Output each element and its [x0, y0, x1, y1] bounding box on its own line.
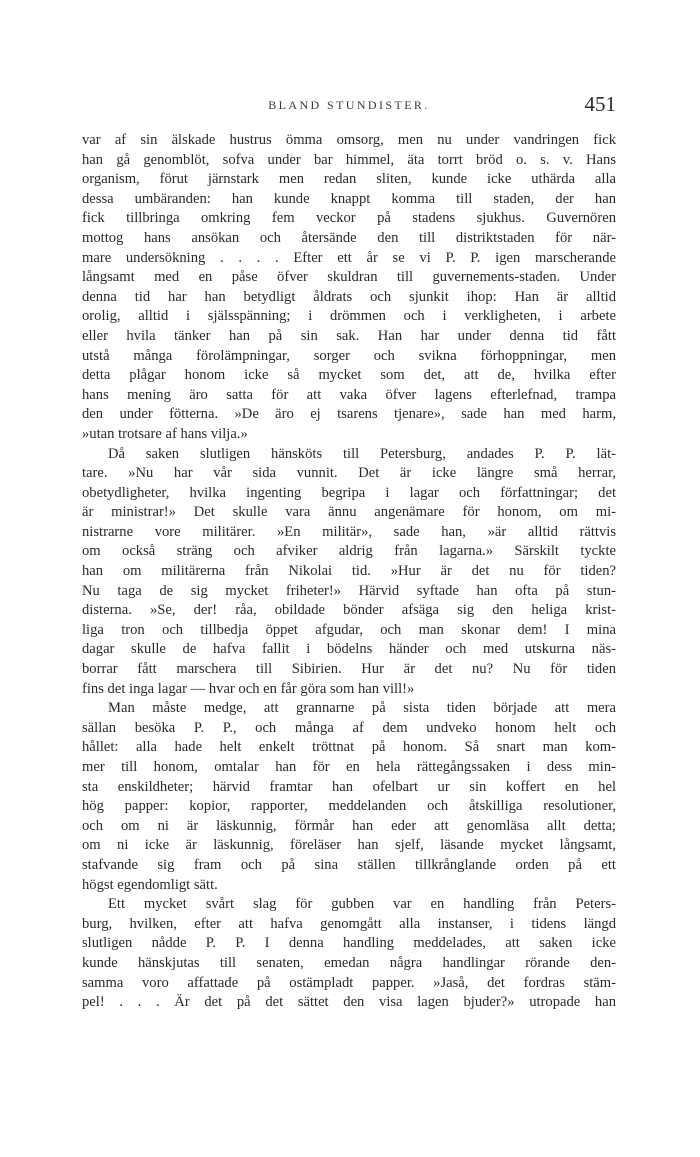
text-line: obetydligheter, hvilka ingenting begripa i lagar och författningar; det — [82, 484, 616, 501]
text-line: liga tron och tillbedja öppet afgudar, och man skonar dem! I mina — [82, 621, 616, 638]
text-line: Då saken slutligen hänsköts till Petersburg, andades P. P. lät- — [108, 445, 616, 462]
text-line: »utan trotsare af hans vilja.» — [82, 425, 248, 442]
text-line: var af sin älskade hustrus ömma omsorg, men nu under vandringen fick — [82, 132, 616, 148]
text-line: burg, hvilken, efter att hafva genomgått alla instanser, i tidens längd — [82, 915, 616, 932]
text-line: pel! . . . Är det på det sättet den visa lagen bjuder?» utropade han — [82, 994, 616, 1011]
text-line: disterna. »Se, der! råa, obildade bönder afsäga sig den heliga krist- — [82, 602, 616, 619]
text-line: eller hvila tänker han på sin sak. Han har under denna tid fått — [82, 327, 616, 344]
text-line: mare undersökning . . . . Efter ett år se vi P. P. igen marscherande — [82, 249, 616, 266]
text-line: och om ni är läskunnig, förmår han eder att genomläsa allt detta; — [82, 817, 616, 834]
text-line: han gå genomblöt, sofva under bar himmel, äta torrt bröd o. s. v. Hans — [82, 151, 616, 168]
text-line: borrar fått marschera till Sibirien. Hur är det nu? Nu för tiden — [82, 661, 616, 678]
text-line: högst egendomligt sätt. — [82, 876, 218, 893]
text-line: Ett mycket svårt slag för gubben var en handling från Peters- — [108, 896, 616, 913]
page-number: 451 — [584, 92, 616, 116]
running-title: BLAND STUNDISTER. — [268, 98, 430, 112]
text-line: hans mening äro satta för att vaka öfver lagens efterlefnad, trampa — [82, 386, 616, 403]
text-line: är ministrar!» Det skulle vara ännu angenämare för honom, om mi- — [82, 504, 616, 521]
paragraph-4 — [82, 895, 616, 1013]
text-line: hög papper: kopior, rapporter, meddelanden och åtskilliga resolutioner, — [82, 798, 616, 815]
text-line: stafvande sig fram och på sina ställen tillkrånglande orden på ett — [82, 856, 616, 873]
text-line: sällan besöka P. P., och många af dem undveko honom helt och — [82, 719, 616, 736]
text-line: samma voro affattade på ostämpladt papper. »Jaså, det fordras stäm- — [82, 974, 616, 991]
text-line: dessa umbäranden: han kunde knappt komma till staden, der han — [82, 190, 616, 207]
text-line: mer till honom, omtalar han för en hela rättegångssaken i dess min- — [82, 759, 616, 775]
paragraph-1 — [82, 131, 616, 445]
text-line: om också sträng och afviker aldrig från lagarna.» Särskilt tyckte — [82, 543, 616, 560]
text-line: fick tillbringa omkring fem veckor på stadens sjukhus. Guvernören — [82, 210, 616, 227]
text-line: om ni icke är läskunnig, föreläser han sjelf, läsande mycket långsamt, — [82, 837, 616, 854]
text-line: organism, förut järnstark men redan sliten, kunde icke uthärda alla — [82, 171, 616, 188]
paragraph-2 — [82, 445, 616, 700]
text-line: mottog hans ansökan och återsände den till distriktstaden för när- — [82, 229, 616, 246]
text-line: hållet: alla hade helt enkelt tröttnat på honom. Så snart man kom- — [82, 739, 616, 756]
page-header — [82, 94, 616, 122]
text-line: den under fötterna. »De äro ej tsarens tjenare», sade han med harm, — [82, 406, 616, 423]
text-line: fins det inga lagar — hvar och en får göra som han vill!» — [82, 680, 415, 697]
text-line: dagar skulle de hafva fallit i bödelns händer och med utskurna näs- — [82, 641, 616, 658]
text-line: utstå många förolämpningar, sorger och svikna förhoppningar, men — [82, 347, 616, 364]
text-line: detta plågar honom icke så mycket som det, att de, hvilka efter — [82, 367, 616, 384]
body-text — [82, 131, 616, 1013]
text-line: slutligen nådde P. P. I denna handling meddelades, att saken icke — [82, 935, 616, 952]
text-line: Man måste medge, att grannarne på sista tiden började att mera — [108, 700, 616, 717]
text-line: Nu taga de sig mycket friheter!» Härvid syftade han ofta på stun- — [82, 582, 616, 599]
text-line: denna tid har han betydligt åldrats och sjunkit ihop: Han är alltid — [82, 288, 616, 305]
text-line: sta enskildheter; härvid framtar han ofelbart ur sin koffert en hel — [82, 778, 616, 795]
text-line: tare. »Nu har vår sida vunnit. Det är icke längre små herrar, — [82, 465, 616, 482]
text-line: orolig, alltid i själsspänning; i drömmen och i verkligheten, i arbete — [82, 308, 616, 325]
text-line: han om militärerna från Nikolai tid. »Hur är det nu för tiden? — [82, 563, 616, 580]
text-line: kunde hänskjutas till senaten, emedan några handlingar rörande den- — [82, 954, 616, 971]
paragraph-3 — [82, 699, 616, 895]
text-line: långsamt med en påse öfver skuldran till guvernements-staden. Under — [82, 269, 616, 286]
text-line: nistrarne vore militärer. »En militär», sade han, »är alltid rättvis — [82, 523, 616, 540]
